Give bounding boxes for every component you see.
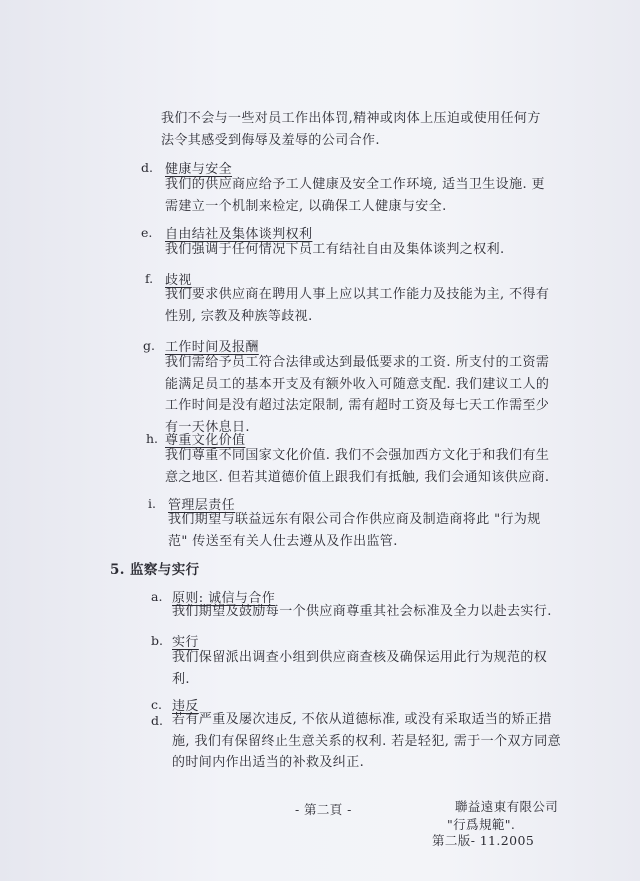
- footer-company: 聯益遠東有限公司: [455, 799, 559, 814]
- item-g-heading: 工作时间及报酬: [165, 340, 259, 355]
- sec5-item-b-body: 我们保留派出调查小组到供应商查核及确保运用此行为规范的权 利.: [172, 650, 548, 687]
- item-d-letter: d.: [141, 160, 153, 175]
- item-i-letter: i.: [148, 496, 156, 511]
- sec5-item-a-body: 我们期望及鼓励每一个供应商尊重其社会标准及全力以赴去实行.: [172, 604, 552, 619]
- item-f-body: 我们要求供应商在聘用人事上应以其工作能力及技能为主, 不得有 性别, 宗教及种族等歧视.: [165, 287, 550, 324]
- sec5-item-c-heading: 违反: [172, 699, 199, 714]
- item-g-body: 我们需给予员工符合法律或达到最低要求的工资. 所支付的工资需 能满足员工的基本开支及有额外收入可随意支配. 我们建议工人的 工作时间是没有超过法定限制, 需有超时工资及每七天工作需至少 有一天休息日.: [165, 355, 550, 435]
- item-f-letter: f.: [145, 271, 154, 286]
- sec5-item-d-letter: d.: [151, 713, 163, 728]
- item-d-body: 我们的供应商应给予工人健康及安全工作环境, 适当卫生设施. 更 需建立一个机制来检定, 以确保工人健康与安全.: [165, 177, 545, 214]
- item-f-heading: 歧视: [165, 273, 192, 288]
- item-h-letter: h.: [146, 431, 159, 446]
- item-h-body: 我们尊重不同国家文化价值. 我们不会强加西方文化于和我们有生 意之地区. 但若其道德价值上跟我们有抵触, 我们会通知该供应商.: [165, 448, 550, 485]
- item-e-body: 我们强调于任何情况下员工有结社自由及集体谈判之权利.: [165, 242, 505, 257]
- item-h-heading: 尊重文化价值: [165, 433, 246, 448]
- item-e-letter: e.: [141, 225, 153, 240]
- footer-doc-title: "行爲規範".: [447, 817, 516, 832]
- item-i-body: 我们期望与联益远东有限公司合作供应商及制造商将此 "行为规 范" 传送至有关人仕去遵从及作出监管.: [168, 512, 541, 549]
- sec5-item-d-body: 若有严重及屡次违反, 不依从道德标准, 或没有采取适当的矫正措 施, 我们有保留终止生意关系的权利. 若是轻犯, 需于一个双方同意 的时间内作出适当的补救及纠正.: [172, 712, 561, 770]
- item-i-heading: 管理层责任: [168, 498, 236, 513]
- sec5-item-b-letter: b.: [151, 633, 163, 648]
- sec5-item-b-heading: 实行: [172, 635, 199, 650]
- intro-paragraph: 我们不会与一些对员工作出体罚,精神或肉体上压迫或使用任何方 法令其感受到侮辱及羞辱的公司合作.: [161, 111, 541, 148]
- sec5-item-a-letter: a.: [151, 589, 163, 604]
- item-g-letter: g.: [143, 338, 155, 353]
- sec5-item-a-heading: 原则: 诚信与合作: [172, 591, 276, 606]
- item-d-heading: 健康与安全: [165, 162, 233, 177]
- footer-edition: 第二版- 11.2005: [432, 833, 535, 848]
- sec5-item-c-letter: c.: [151, 697, 162, 712]
- section-5-title: 5. 监察与实行: [110, 562, 200, 578]
- page-number: - 第二頁 -: [295, 802, 352, 817]
- item-e-heading: 自由结社及集体谈判权利: [165, 227, 313, 242]
